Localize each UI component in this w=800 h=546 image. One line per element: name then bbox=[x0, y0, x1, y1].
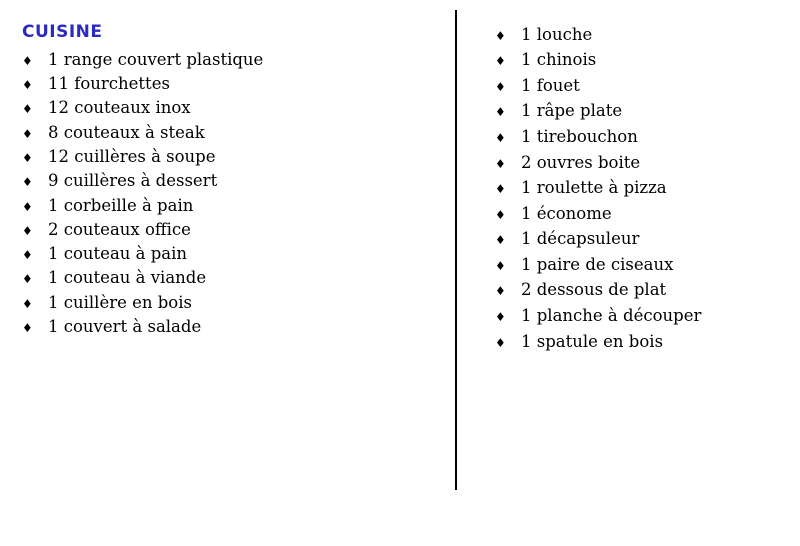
kitchen-inventory-list-left bbox=[22, 48, 455, 339]
diamond-bullet-icon: ♦ bbox=[495, 284, 506, 299]
kitchen-inventory-list-right bbox=[495, 22, 800, 355]
diamond-bullet-icon: ♦ bbox=[22, 223, 33, 238]
list-item bbox=[495, 124, 800, 150]
list-item-label: 1 spatule en bois bbox=[521, 331, 664, 351]
list-item bbox=[22, 194, 455, 218]
list-item-label: 1 chinois bbox=[521, 50, 597, 70]
list-item bbox=[22, 145, 455, 169]
diamond-bullet-icon: ♦ bbox=[495, 28, 506, 43]
diamond-bullet-icon: ♦ bbox=[22, 272, 33, 287]
list-item-label: 1 planche à découper bbox=[521, 306, 702, 326]
list-item bbox=[22, 291, 455, 315]
diamond-bullet-icon: ♦ bbox=[495, 54, 506, 69]
list-item bbox=[495, 176, 800, 202]
diamond-bullet-icon: ♦ bbox=[495, 258, 506, 273]
diamond-bullet-icon: ♦ bbox=[22, 320, 33, 335]
diamond-bullet-icon: ♦ bbox=[495, 130, 506, 145]
list-item-label: 1 couteau à viande bbox=[48, 268, 207, 288]
list-item bbox=[22, 218, 455, 242]
list-item bbox=[495, 252, 800, 278]
list-item bbox=[495, 73, 800, 99]
diamond-bullet-icon: ♦ bbox=[495, 335, 506, 350]
diamond-bullet-icon: ♦ bbox=[22, 53, 33, 68]
list-item bbox=[495, 99, 800, 125]
diamond-bullet-icon: ♦ bbox=[22, 199, 33, 214]
list-item-label: 1 fouet bbox=[521, 75, 580, 95]
list-item bbox=[22, 72, 455, 96]
list-item-label: 1 paire de ciseaux bbox=[521, 254, 674, 274]
list-item bbox=[495, 329, 800, 355]
list-item bbox=[22, 97, 455, 121]
diamond-bullet-icon: ♦ bbox=[22, 296, 33, 311]
list-item bbox=[495, 304, 800, 330]
list-item bbox=[495, 150, 800, 176]
diamond-bullet-icon: ♦ bbox=[22, 102, 33, 117]
list-item-label: 12 couteaux inox bbox=[48, 98, 191, 118]
list-item bbox=[22, 267, 455, 291]
list-item-label: 2 couteaux office bbox=[48, 219, 191, 239]
diamond-bullet-icon: ♦ bbox=[22, 248, 33, 263]
diamond-bullet-icon: ♦ bbox=[495, 156, 506, 171]
diamond-bullet-icon: ♦ bbox=[22, 151, 33, 166]
list-item-label: 12 cuillères à soupe bbox=[48, 147, 216, 167]
right-column bbox=[455, 0, 800, 355]
list-item bbox=[22, 242, 455, 266]
list-item-label: 1 roulette à pizza bbox=[521, 178, 667, 198]
list-item-label: 2 dessous de plat bbox=[521, 280, 667, 300]
list-item-label: 8 couteaux à steak bbox=[48, 122, 205, 142]
list-item-label: 11 fourchettes bbox=[48, 74, 170, 94]
diamond-bullet-icon: ♦ bbox=[495, 79, 506, 94]
diamond-bullet-icon: ♦ bbox=[495, 233, 506, 248]
list-item-label: 1 corbeille à pain bbox=[48, 195, 194, 215]
list-item-label: 1 couvert à salade bbox=[48, 316, 202, 336]
list-item-label: 1 louche bbox=[521, 24, 593, 44]
list-item-label: 1 tirebouchon bbox=[521, 126, 638, 146]
diamond-bullet-icon: ♦ bbox=[22, 126, 33, 141]
list-item-label: 1 couteau à pain bbox=[48, 244, 188, 264]
list-item bbox=[22, 48, 455, 72]
list-item bbox=[495, 48, 800, 74]
list-item bbox=[495, 201, 800, 227]
list-item-label: 2 ouvres boite bbox=[521, 152, 641, 172]
page-title: CUISINE bbox=[22, 22, 103, 42]
list-item bbox=[495, 227, 800, 253]
list-item-label: 1 râpe plate bbox=[521, 101, 623, 121]
column-divider bbox=[455, 10, 457, 490]
diamond-bullet-icon: ♦ bbox=[495, 182, 506, 197]
list-item-label: 1 économe bbox=[521, 203, 612, 223]
diamond-bullet-icon: ♦ bbox=[495, 310, 506, 325]
diamond-bullet-icon: ♦ bbox=[22, 78, 33, 93]
list-item-label: 1 cuillère en bois bbox=[48, 292, 192, 312]
diamond-bullet-icon: ♦ bbox=[495, 207, 506, 222]
list-item bbox=[495, 22, 800, 48]
list-item-label: 1 décapsuleur bbox=[521, 229, 640, 249]
list-item bbox=[22, 121, 455, 145]
left-column bbox=[0, 0, 455, 339]
diamond-bullet-icon: ♦ bbox=[495, 105, 506, 120]
diamond-bullet-icon: ♦ bbox=[22, 175, 33, 190]
list-item bbox=[495, 278, 800, 304]
list-item-label: 1 range couvert plastique bbox=[48, 49, 264, 69]
list-item bbox=[22, 169, 455, 193]
list-item-label: 9 cuillères à dessert bbox=[48, 171, 218, 191]
list-item bbox=[22, 315, 455, 339]
